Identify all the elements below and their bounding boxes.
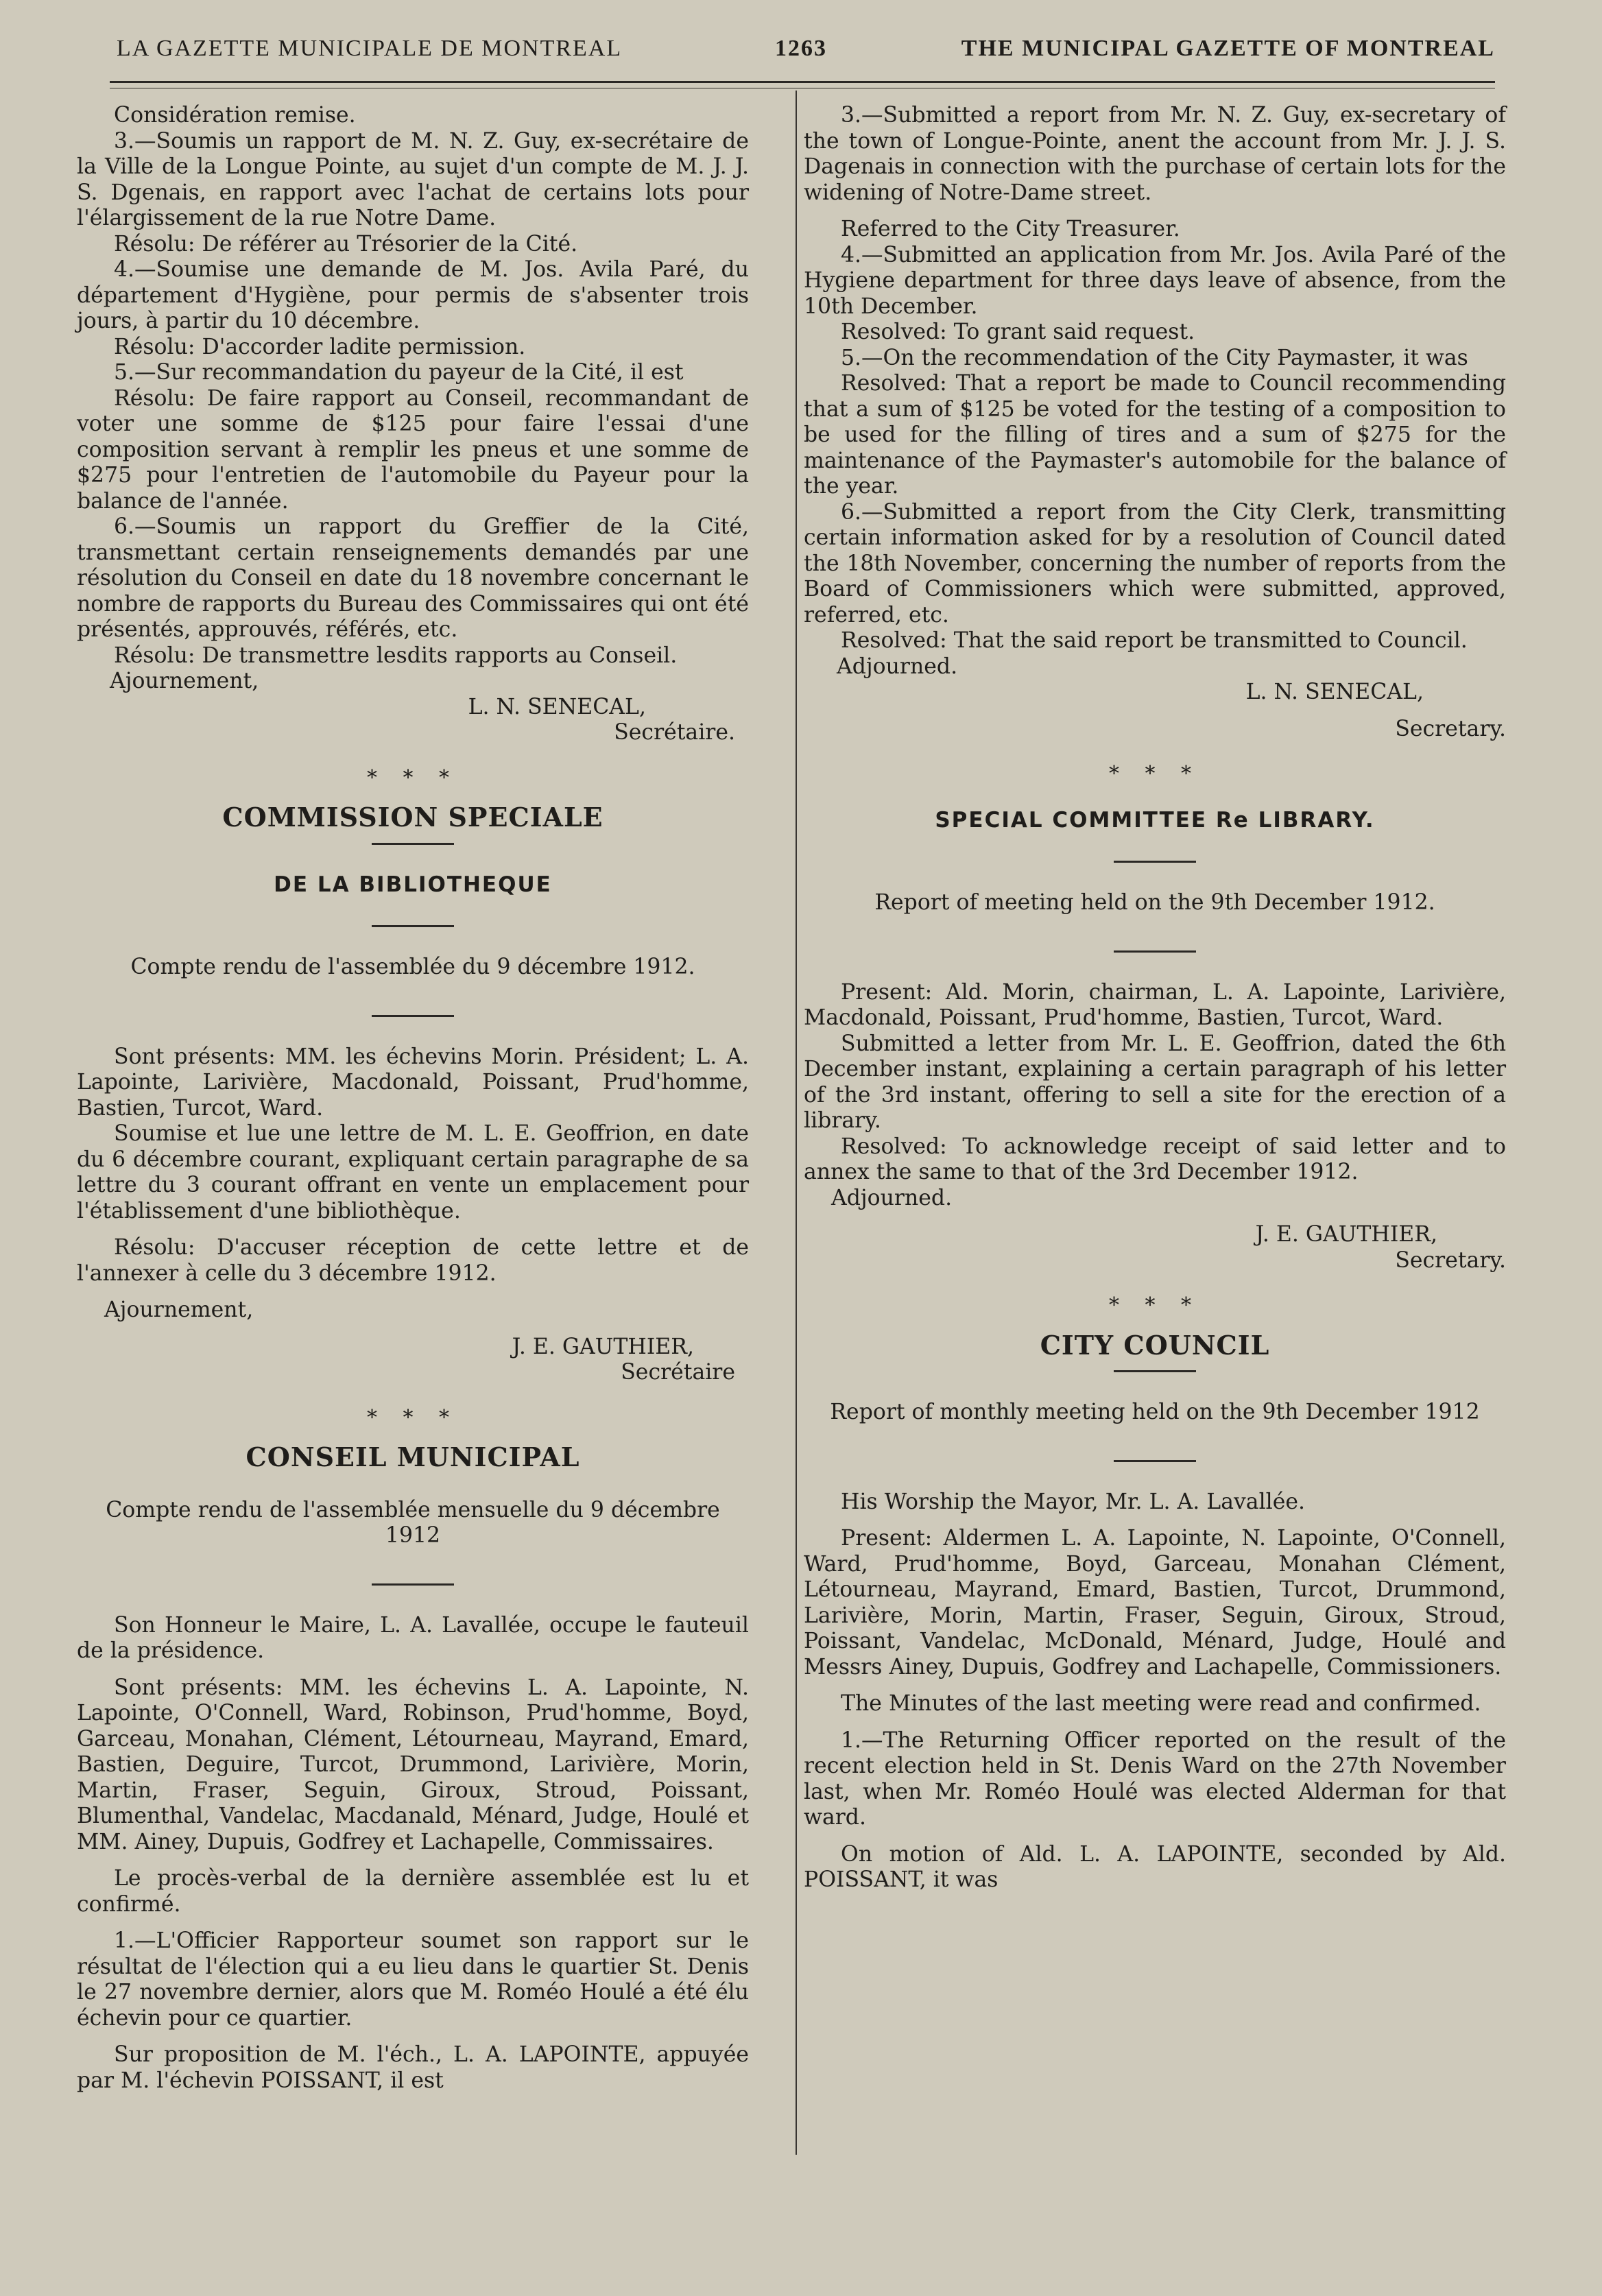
short-rule xyxy=(1114,1370,1196,1372)
adjournment: Adjourned. xyxy=(837,654,958,679)
short-rule xyxy=(1114,950,1196,953)
adjournment: Ajournement, xyxy=(104,1298,254,1322)
section-title: COMMISSION SPECIALE xyxy=(222,802,603,833)
paragraph: Submitted a letter from Mr. L. E. Geoffrion, dated the 6th December instant, explaining a certain paragraph of his letter of the 3rd instant, offering to sell a site for the erection of a library. xyxy=(804,1031,1506,1133)
short-rule xyxy=(372,1583,454,1586)
paragraph: 5.—On the recommendation of the City Paymaster, it was xyxy=(841,345,1468,370)
paragraph: 3.—Submitted a report from Mr. N. Z. Guy, ex-secretary of the town of Longue-Pointe, anent the account from Mr. J. J. S. Dagenais in connection with the purchase of certain lots for the widening of Notre-Dame street. xyxy=(804,103,1506,205)
paragraph: Present: Ald. Morin, chairman, L. A. Lapointe, Larivière, Macdonald, Poissant, Prud'homme, Bastien, Turcot, Ward. xyxy=(804,979,1506,1030)
report-line: Compte rendu de l'assemblée mensuelle du 9 décembre 1912 xyxy=(106,1497,720,1548)
signature-name: L. N. SENECAL, xyxy=(1245,680,1424,704)
section-stars: * * * xyxy=(1108,762,1202,786)
paragraph: Son Honneur le Maire, L. A. Lavallée, occupe le fauteuil de la présidence. xyxy=(77,1612,749,1663)
paragraph: Sont présents: MM. les échevins L. A. Lapointe, N. Lapointe, O'Connell, Ward, Robinson, Prud'homme, Boyd, Garceau, Monahan, Clément, Létourneau, Mayrand, Emard, Bastien, Deguire, Turcot, Drummond, Larivière, Morin, Martin, Fraser, Seguin, Giroux, Stroud, Poissant, Blumenthal, Vandelac, Macdanald, Ménard, Judge, Houlé et MM. Ainey, Dupuis, Godfrey et Lachapelle, Commissaires. xyxy=(77,1675,749,1854)
paragraph: 4.—Soumise une demande de M. Jos. Avila Paré, du département d'Hygiène, pour permis de s'absenter trois jours, à partir du 10 décembre. xyxy=(77,257,749,333)
signature-title: Secrétaire. xyxy=(614,720,735,745)
column-divider xyxy=(796,91,797,2155)
signature-name: L. N. SENECAL, xyxy=(468,694,646,719)
paragraph: 1.—L'Officier Rapporteur soumet son rapport sur le résultat de l'élection qui a eu lieu dans le quartier St. Denis le 27 novembre dernier, alors que M. Roméo Houlé a été élu échevin pour ce quartier. xyxy=(77,1928,749,2031)
paragraph: Resolved: To acknowledge receipt of said letter and to annex the same to that of the 3rd December 1912. xyxy=(804,1134,1506,1184)
paragraph: Soumise et lue une lettre de M. L. E. Geoffrion, en date du 6 décembre courant, expliquant certain paragraphe de sa lettre du 3 courant offrant en vente un emplacement pour l'établissement d'une bibliothèque. xyxy=(77,1121,749,1223)
short-rule xyxy=(372,843,454,845)
paragraph: Considération remise. xyxy=(114,103,356,128)
paragraph: Résolu: De référer au Trésorier de la Cité. xyxy=(114,231,578,256)
report-line: Report of monthly meeting held on the 9th December 1912 xyxy=(830,1400,1480,1424)
signature-name: J. E. GAUTHIER, xyxy=(512,1334,694,1359)
page-number: 1263 xyxy=(775,36,827,61)
paragraph: The Minutes of the last meeting were read and confirmed. xyxy=(841,1691,1481,1716)
english-column xyxy=(804,103,1506,1893)
paragraph: Present: Aldermen L. A. Lapointe, N. Lapointe, O'Connell, Ward, Prud'homme, Boyd, Garceau, Monahan Clément, Létourneau, Mayrand, Emard, Bastien, Turcot, Drummond, Larivière, Morin, Martin, Fraser, Seguin, Giroux, Stroud, Poissant, Vandelac, McDonald, Ménard, Judge, Houlé and Messrs Ainey, Dupuis, Godfrey and Lachapelle, Commissioners. xyxy=(804,1526,1506,1679)
paragraph: Le procès-verbal de la dernière assemblée est lu et confirmé. xyxy=(77,1866,749,1917)
paragraph: On motion of Ald. L. A. LAPOINTE, seconded by Ald. POISSANT, it was xyxy=(804,1841,1506,1892)
section-subtitle: DE LA BIBLIOTHEQUE xyxy=(274,872,552,897)
paragraph: 5.—Sur recommandation du payeur de la Cité, il est xyxy=(114,360,684,385)
signature-title: Secrétaire xyxy=(621,1360,735,1385)
report-line: Compte rendu de l'assemblée du 9 décembre 1912. xyxy=(130,955,695,979)
section-title: CONSEIL MUNICIPAL xyxy=(246,1442,580,1472)
paragraph: His Worship the Mayor, Mr. L. A. Lavallée. xyxy=(841,1489,1306,1514)
adjournment: Ajournement, xyxy=(110,669,259,693)
paragraph: Referred to the City Treasurer. xyxy=(841,217,1180,241)
paragraph: Résolu: De transmettre lesdits rapports au Conseil. xyxy=(114,643,678,668)
short-rule xyxy=(1114,861,1196,863)
header-rule xyxy=(110,81,1495,83)
section-stars: * * * xyxy=(1108,1293,1202,1317)
section-stars: * * * xyxy=(366,765,459,790)
signature-name: J. E. GAUTHIER, xyxy=(1255,1222,1437,1247)
header-right-title: THE MUNICIPAL GAZETTE OF MONTREAL xyxy=(961,36,1495,61)
section-stars: * * * xyxy=(366,1405,459,1430)
paragraph: 6.—Soumis un rapport du Greffier de la Cité, transmettant certain renseignements demandés par une résolution du Conseil en date du 18 novembre concernant le nombre de rapports du Bureau des Commissaires qui ont été présentés, approuvés, référés, etc. xyxy=(77,514,749,642)
signature-title: Secretary. xyxy=(1395,716,1506,741)
paragraph: Résolu: De faire rapport au Conseil, recommandant de voter une somme de $125 pour faire l'essai d'une composition servant à remplir les pneus et une somme de $275 pour l'entretien de l'automobile du Payeur pour la balance de l'année. xyxy=(77,385,749,514)
report-line: Report of meeting held on the 9th December 1912. xyxy=(874,890,1435,915)
section-title: SPECIAL COMMITTEE Re LIBRARY. xyxy=(935,807,1375,833)
page-header xyxy=(110,36,1495,70)
paragraph: 6.—Submitted a report from the City Clerk, transmitting certain information asked for by a resolution of Council dated the 18th November, concerning the number of reports from the Board of Commissioners which were submitted, approved, referred, etc. xyxy=(804,499,1506,627)
header-left-title: LA GAZETTE MUNICIPALE DE MONTREAL xyxy=(117,36,623,61)
french-column xyxy=(77,103,749,2094)
short-rule xyxy=(372,925,454,927)
paragraph: 1.—The Returning Officer reported on the result of the recent election held in St. Denis Ward on the 27th November last, when Mr. Roméo Houlé was elected Alderman for that ward. xyxy=(804,1727,1506,1830)
paragraph: Resolved: To grant said request. xyxy=(841,320,1195,344)
paragraph: Sont présents: MM. les échevins Morin. Président; L. A. Lapointe, Larivière, Macdonald, Poissant, Prud'homme, Bastien, Turcot, Ward. xyxy=(77,1044,749,1121)
paragraph: Sur proposition de M. l'éch., L. A. LAPOINTE, appuyée par M. l'échevin POISSANT, il est xyxy=(77,2042,749,2093)
section-title: CITY COUNCIL xyxy=(1040,1329,1270,1361)
paragraph: 3.—Soumis un rapport de M. N. Z. Guy, ex-secrétaire de la Ville de la Longue Pointe, au sujet d'un compte de M. J. J. S. Dgenais, en rapport avec l'achat de certains lots pour l'élargissement de la rue Notre Dame. xyxy=(77,128,749,230)
adjournment: Adjourned. xyxy=(831,1185,953,1210)
paragraph: Resolved: That the said report be transmitted to Council. xyxy=(841,628,1468,653)
short-rule xyxy=(1114,1460,1196,1462)
paragraph: Resolved: That a report be made to Council recommending that a sum of $125 be voted for the testing of a composition to be used for the filling of tires and a sum of $275 for the maintenance of the Paymaster's automobile for the balance of the year. xyxy=(804,371,1506,499)
short-rule xyxy=(372,1015,454,1017)
paragraph: Résolu: D'accorder ladite permission. xyxy=(114,334,526,359)
paragraph: Résolu: D'accuser réception de cette lettre et de l'annexer à celle du 3 décembre 1912. xyxy=(77,1235,749,1286)
paragraph: 4.—Submitted an application from Mr. Jos. Avila Paré of the Hygiene department for three days leave of absence, from the 10th December. xyxy=(804,242,1506,319)
signature-title: Secretary. xyxy=(1395,1247,1506,1273)
